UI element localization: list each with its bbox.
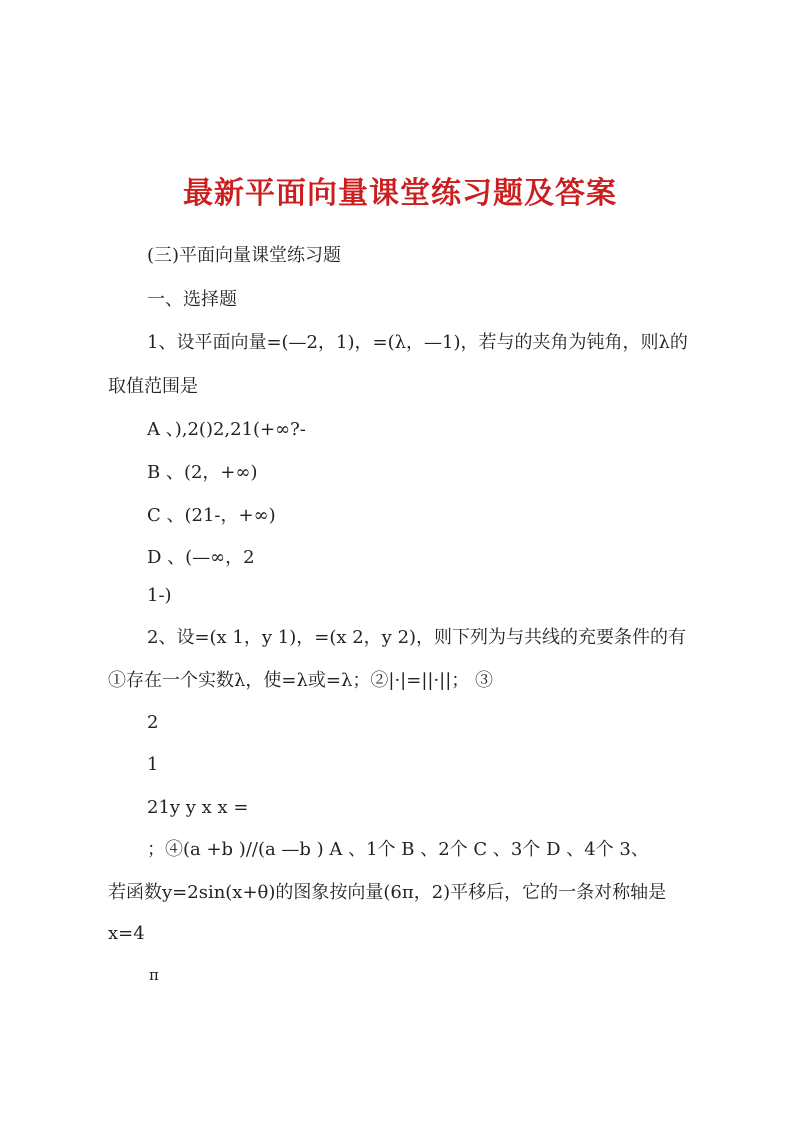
section-heading: (三)平面向量课堂练习题 (147, 245, 342, 266)
option-d: D 、(—∞，2 (147, 547, 255, 568)
question-3-text: 若函数y=2sin(x+θ)的图象按向量(6π，2)平移后，它的一条对称轴是 (108, 882, 667, 903)
question-2-text: 2、设=(x 1，y 1)，=(x 2，y 2)，则下列为与共线的充要条件的有 (147, 627, 687, 648)
option-a: A 、),2()2,21(+∞?- (147, 419, 306, 440)
question-2-conditions: ①存在一个实数λ，使=λ或=λ；②|·|=||·||； ③ (108, 670, 494, 691)
question-3-answer: x=4 (108, 923, 145, 944)
fraction-fragment-2: 2 (147, 712, 159, 733)
question-2-options: ；④(a +b )//(a —b ) A 、1个 B 、2个 C 、3个 D 、4个 3、 (147, 839, 649, 860)
subsection-heading: 一、选择题 (147, 289, 237, 310)
pi-fragment: π (149, 966, 159, 984)
option-d-cont: 1-) (147, 585, 172, 606)
question-1-text-cont: 取值范围是 (108, 376, 198, 397)
option-c: C 、(21-，+∞) (147, 505, 276, 526)
option-b: B 、(2，+∞) (147, 462, 258, 483)
page-title: 最新平面向量课堂练习题及答案 (183, 176, 617, 211)
fraction-fragment-1: 1 (147, 754, 159, 775)
question-1-text: 1、设平面向量=(—2，1)，=(λ，—1)，若与的夹角为钝角，则λ的 (147, 332, 688, 353)
equation-fragment: 21y y x x = (147, 797, 249, 818)
